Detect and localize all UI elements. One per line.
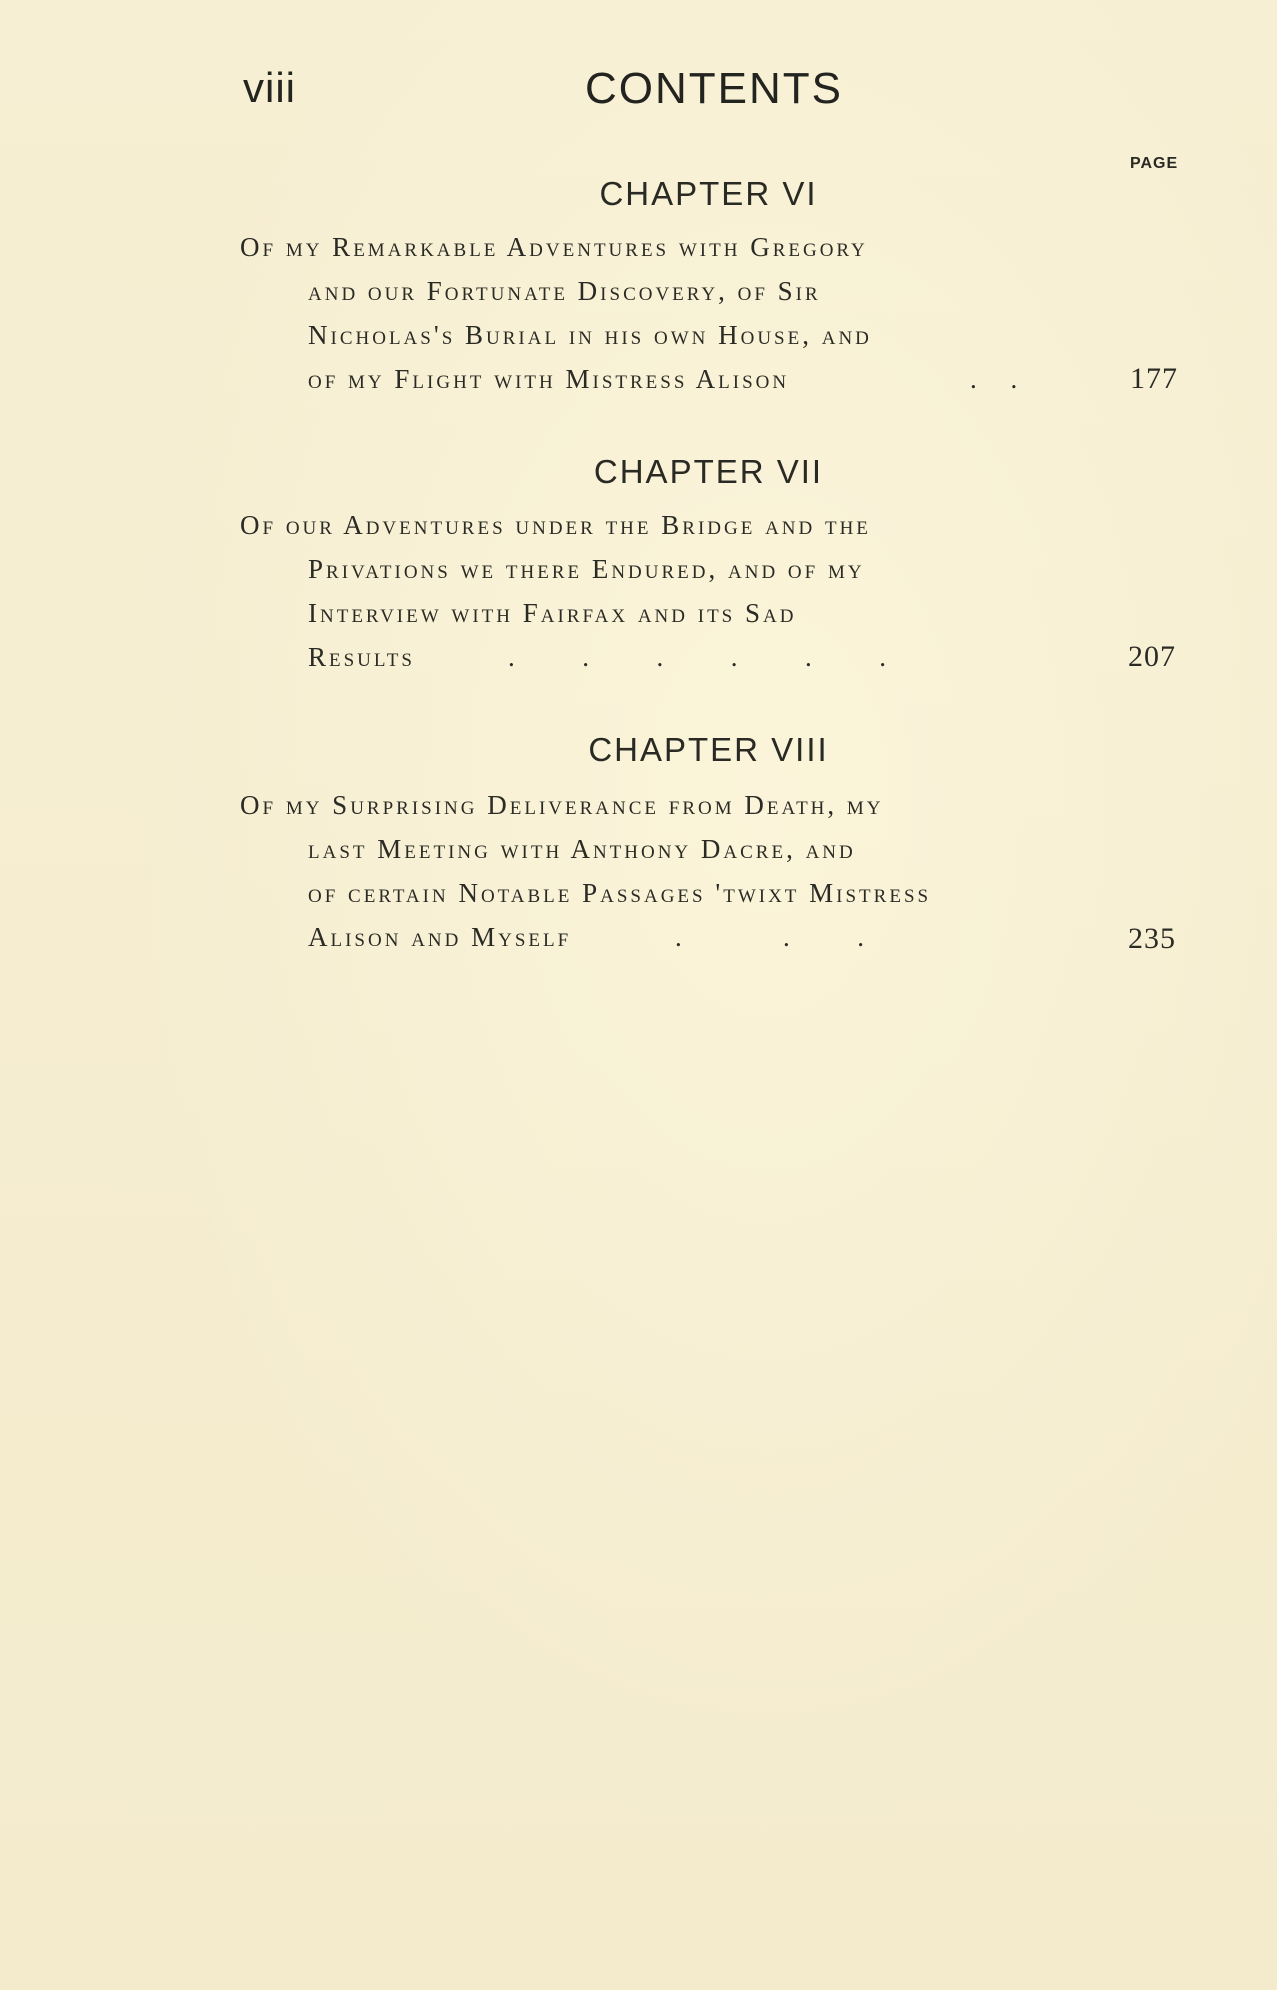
entry-line: of certain Notable Passages 'twixt Mistress [308,878,932,908]
chapter-heading: CHAPTER VI [599,175,818,212]
entry-line: Alison and Myself [308,922,572,952]
entry-line: Privations we there Endured, and of my [308,554,865,584]
entry-line: last Meeting with Anthony Dacre, and [308,834,856,864]
entry-line: Of our Adventures under the Bridge and the [240,510,871,540]
entry-line: Of my Surprising Deliverance from Death, my [240,790,884,820]
dot-leaders: . . . [675,922,864,952]
dot-leaders: . . . . . . [508,642,886,672]
entry-line: of my Flight with Mistress Alison [308,364,790,394]
page-reference: 207 [1128,640,1176,673]
entry-line: Of my Remarkable Adventures with Gregory [240,232,868,262]
running-head [0,64,1277,114]
chapter-heading: CHAPTER VII [593,453,824,490]
entry-line: Nicholas's Burial in his own House, and [308,320,872,350]
running-title: CONTENTS [585,64,843,113]
chapter-heading: CHAPTER VIII [588,731,829,768]
page-column-label: PAGE [1130,155,1179,172]
page-reference: 235 [1128,922,1176,955]
dot-leaders: . . [970,364,1018,394]
page-reference: 177 [1130,362,1178,395]
page-number: viii [243,64,296,111]
entry-line: and our Fortunate Discovery, of Sir [308,276,821,306]
entry-line: Results [308,642,415,672]
entry-line: Interview with Fairfax and its Sad [308,598,797,628]
